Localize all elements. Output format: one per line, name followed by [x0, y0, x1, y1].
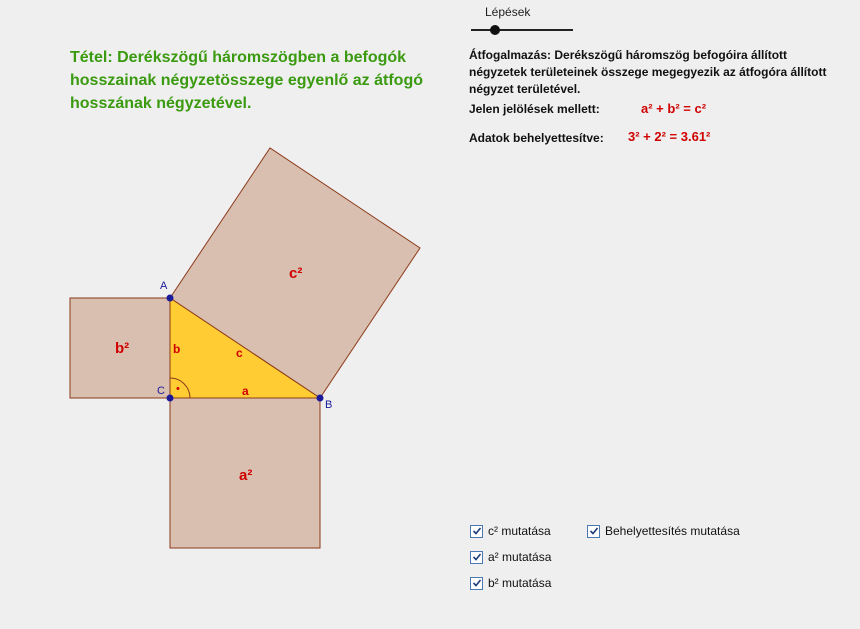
- checkbox-a2-box[interactable]: [470, 551, 483, 564]
- checkbox-show-substitution[interactable]: [587, 524, 740, 538]
- right-angle-dot: •: [176, 383, 180, 395]
- checkbox-show-b2[interactable]: [470, 576, 551, 590]
- square-a2-label: a²: [239, 467, 253, 484]
- checkmark-icon: [589, 526, 599, 536]
- side-b-label: b: [173, 342, 181, 356]
- square-c2-label: c²: [289, 265, 303, 282]
- reformulation-text: Átfogalmazás: Derékszögű háromszög befogóira állított négyzetek területeinek összege megegyezik az átfogóra állított négyzet területével.: [469, 48, 827, 96]
- steps-slider-track[interactable]: [471, 29, 573, 31]
- notation-label: Jelen jelölések mellett:: [469, 102, 600, 116]
- point-b-label: B: [325, 399, 333, 411]
- checkbox-show-a2[interactable]: [470, 550, 551, 564]
- point-a-label: A: [160, 280, 168, 292]
- notation-formula: a² + b² = c²: [641, 101, 707, 116]
- checkbox-b2-box[interactable]: [470, 577, 483, 590]
- substitution-label: Adatok behelyettesítve:: [469, 131, 604, 145]
- checkbox-c2-label: c² mutatása: [488, 524, 551, 538]
- checkbox-show-c2[interactable]: [470, 524, 551, 538]
- checkbox-c2-box[interactable]: [470, 525, 483, 538]
- checkmark-icon: [472, 552, 482, 562]
- checkbox-substitution-box[interactable]: [587, 525, 600, 538]
- point-a[interactable]: [167, 295, 174, 302]
- side-a-label: a: [242, 384, 249, 398]
- side-c-label: c: [236, 346, 243, 360]
- substitution-formula: 3² + 2² = 3.61²: [628, 129, 711, 144]
- theorem-text: Tétel: Derékszögű háromszögben a befogók hosszainak négyzetösszege egyenlő az átfogó hosszának négyzetével.: [70, 49, 423, 112]
- point-c-label: C: [157, 385, 165, 397]
- square-b2-label: b²: [115, 340, 130, 357]
- checkbox-b2-label: b² mutatása: [488, 576, 552, 590]
- checkbox-substitution-label: Behelyettesítés mutatása: [605, 524, 740, 538]
- steps-slider-handle[interactable]: [490, 25, 500, 35]
- checkbox-a2-label: a² mutatása: [488, 550, 552, 564]
- checkmark-icon: [472, 578, 482, 588]
- point-b[interactable]: [317, 395, 324, 402]
- checkmark-icon: [472, 526, 482, 536]
- steps-slider-label: Lépések: [485, 5, 531, 19]
- point-c[interactable]: [167, 395, 174, 402]
